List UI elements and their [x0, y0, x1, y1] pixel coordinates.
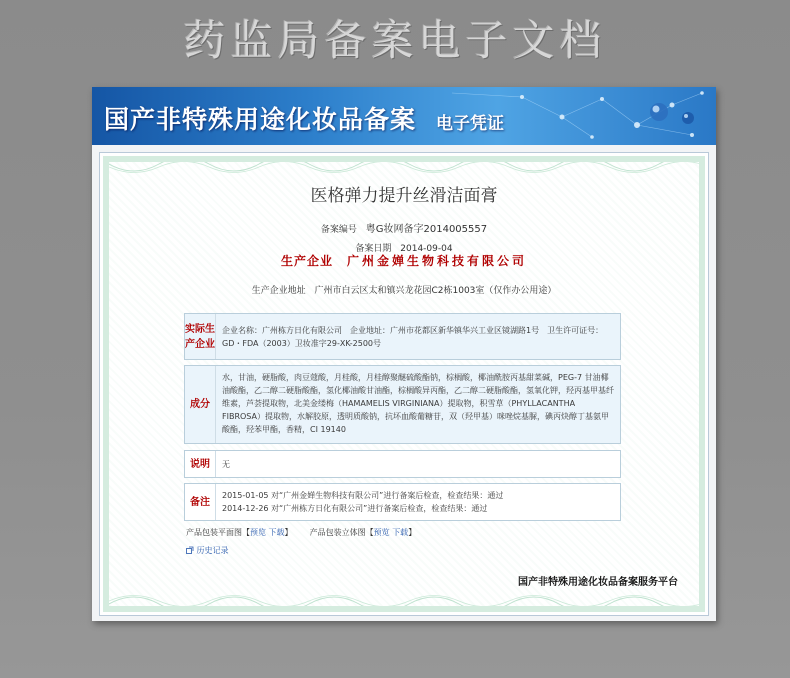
actual-producer-box — [184, 313, 621, 360]
address-line — [100, 283, 708, 296]
actual-producer-info: 企业名称：广州栋方日化有限公司 企业地址：广州市花都区新华镇华兴工业区镜湖路1号 卫生许可证号：GD・FDA（2003）卫妆准字29-XK-2500号 — [222, 325, 604, 348]
record-date: 2014-09-04 — [400, 244, 453, 254]
certificate — [92, 87, 716, 621]
product-name: 医格弹力提升丝滑洁面膏 — [310, 186, 498, 206]
flat-download-link[interactable]: 下载 — [268, 528, 285, 537]
notes-box — [184, 450, 621, 478]
producer-name: 广州金婵生物科技有限公司 — [347, 254, 528, 268]
producer-label: 生产企业 — [280, 254, 333, 268]
platform-brand: 国产非特殊用途化妆品备案服务平台 — [518, 577, 678, 588]
stereo-download-link[interactable]: 下载 — [392, 528, 409, 537]
address: 广州市白云区太和镇兴龙花园C2栋1003室（仅作办公用途） — [314, 286, 557, 296]
certificate-banner — [92, 87, 716, 145]
stereo-image-label: 产品包装立体图【 — [309, 528, 374, 537]
bracket-close: 】 — [408, 528, 417, 537]
record-number-label: 备案编号 — [320, 225, 357, 235]
history-link[interactable] — [186, 545, 229, 556]
ingredients-list: 水，甘油，硬脂酸，肉豆蔻酸，月桂酸，月桂醇聚醚硫酸酯钠，棕榈酸，椰油酰胺丙基甜菜碱，PEG-7 甘油椰油酸酯，乙二醇二硬脂酸酯，氢化椰油酸甘油酯，棕榈酸异丙酯，乙二醇二硬脂酸酯，氢氧化钾，羟丙基甲基纤维素，芦荟提取物，北美金缕梅（HAMAMELIS VIRGINIANA）提取物，积雪草（PHYLLACANTHA FIBROSA）提取物，水解胶原，透明质酸钠，抗坏血酸葡糖苷，双（羟甲基）咪唑烷基脲，碘丙炔醇丁基氨甲酸酯，羟苯甲酯，香精，CI 19140 — [222, 373, 614, 434]
flat-preview-link[interactable]: 预览 — [250, 528, 266, 537]
ingredients-box — [184, 365, 621, 444]
stereo-preview-link[interactable]: 预览 — [373, 528, 390, 537]
history-label: 历史记录 — [196, 546, 229, 555]
flat-image-label: 产品包装平面图【 — [186, 528, 250, 537]
actual-producer-label: 实际生产企业 — [185, 314, 216, 359]
banner-title: 国产非特殊用途化妆品备案 — [104, 105, 417, 134]
record-number-line — [100, 220, 708, 235]
bracket-close: 】 — [284, 528, 293, 537]
notes-label: 说明 — [185, 451, 216, 477]
remarks-list — [222, 484, 615, 520]
record-date-label: 备案日期 — [355, 244, 392, 254]
remark-item: 2014-12-26 对“广州栋方日化有限公司”进行备案后检查，检查结果：通过 — [222, 504, 488, 513]
ingredients-label: 成分 — [185, 366, 216, 443]
banner-subtitle: 电子凭证 — [436, 114, 504, 134]
producer-line — [100, 252, 708, 269]
address-label: 生产企业地址 — [251, 286, 306, 296]
remarks-box — [184, 483, 621, 521]
record-number: 粤G妆网备字2014005557 — [365, 224, 488, 235]
notes-text: 无 — [222, 459, 230, 469]
certificate-frame — [99, 152, 709, 616]
package-links — [186, 527, 416, 538]
page-heading: 药监局备案电子文档 — [183, 16, 607, 65]
certificate-content — [100, 153, 708, 615]
history-icon — [186, 546, 194, 554]
remark-item: 2015-01-05 对“广州金婵生物科技有限公司”进行备案后检查，检查结果：通过 — [222, 491, 504, 500]
remarks-label: 备注 — [185, 484, 216, 520]
